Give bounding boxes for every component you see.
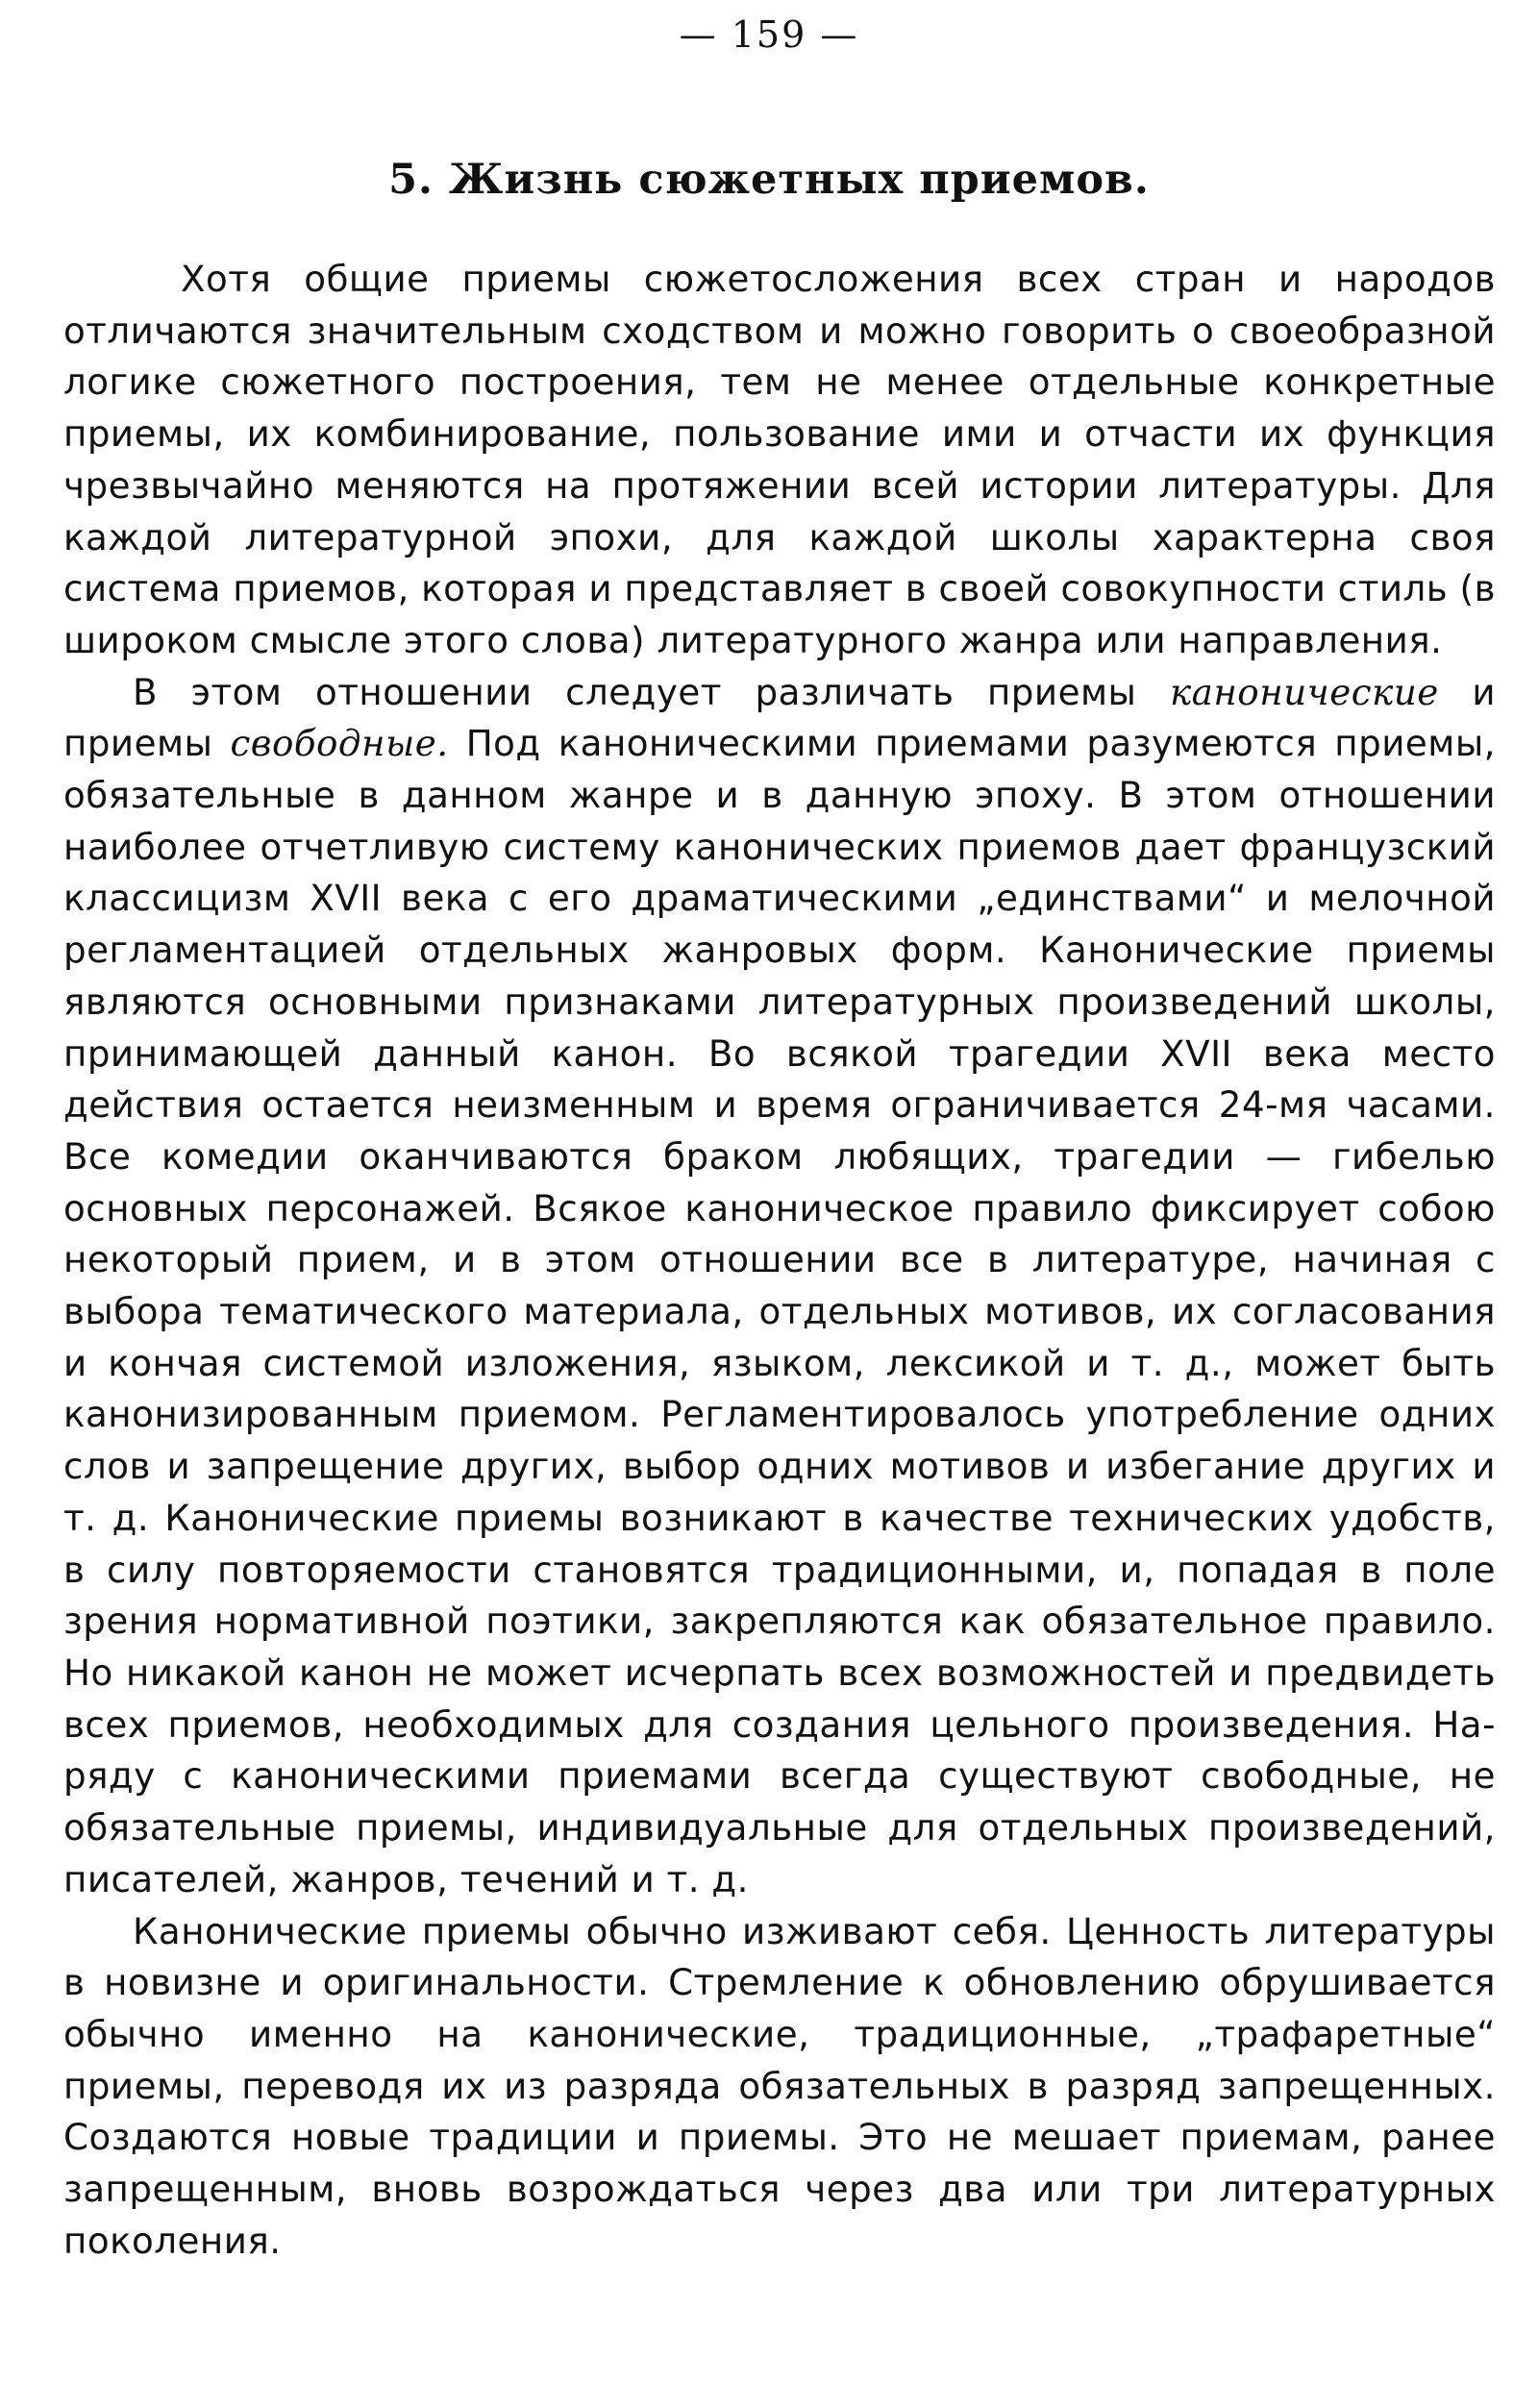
paragraph-2-text-b: и приемы (63, 670, 1497, 765)
page-number: — 159 — (679, 13, 859, 56)
paragraph-2-text-c: Под каноническими приемами разумеются приемы, обязательные в данном жанре и в данную эпоху. В этом отношении наиболее отчетливую систему канонических приемов дает французский классицизм XVII века с его драматическими „единствами“ и мелочной регламентацией отдельных жанровых форм. Канонические приемы являются основными признаками литературных произведений школы, принимающей данный канон. Во всякой трагедии XVII века место действия остается неизменным и время ограничивается 24-мя часами. Все комедии оканчиваются браком любящих, трагедии — гибелью основных персонажей. Всякое каноническое правило фиксирует собою некоторый прием, и в этом отношении все в литературе, начиная с выбора тематического материала, отдельных мотивов, их согласования и кончая системой изложения, языком, лексикой и т. д., может быть канонизированным приемом. Регламентировалось употребление одних слов и запрещение других, выбор одних мотивов и избегание других и т. д. Канонические приемы возникают в качестве технических удобств, в силу повторяемости становятся традиционными, и, попадая в поле зрения нормативной поэтики, закрепляются как обязательное правило. Но никакой канон не может исчерпать всех возможностей и предвидеть всех приемов, необходимых для создания цельного произведения. На-ряду с каноническими приемами всегда существуют свободные, не обязательные приемы, индивидуальные для отдельных произведений, писателей, жанров, течений и т. д. (63, 722, 1496, 1900)
paragraph-3: Канонические приемы обычно изживают себя. Ценность литературы в новизне и оригинальности. Стремление к обновлению обрушивается обычно именно на канонические, традиционные, „трафаретные“ приемы, переводя их из разряда обязательных в разряд запрещенных. Создаются новые традиции и приемы. Это не мешает приемам, ранее запрещенным, вновь возрождаться через два или три литературных поколения. (63, 1909, 1496, 2262)
paragraph-2-text-a: В этом отношении следует различать приемы (133, 670, 1170, 713)
paragraph-1: Хотя общие приемы сюжетосложения всех стран и народов отличаются значительным сходством и можно говорить о своеобразной логике сюжетного построения, тем не менее отдельные конкретные приемы, их комбинирование, пользование ими и отчасти их функция чрезвычайно меняются на протяжении всей истории литературы. Для каждой литературной эпохи, для каждой школы характерна своя система приемов, которая и представляет в своей совокупности стиль (в широком смысле этого слова) литературного жанра или направления. (63, 258, 1496, 661)
paragraph-2 (63, 667, 1496, 1906)
term-free: свободные. (230, 722, 449, 765)
body-text (63, 254, 1496, 2267)
term-canonical: канонические (1169, 670, 1439, 713)
section-title: 5. Жизнь сюжетных приемов. (388, 156, 1150, 204)
